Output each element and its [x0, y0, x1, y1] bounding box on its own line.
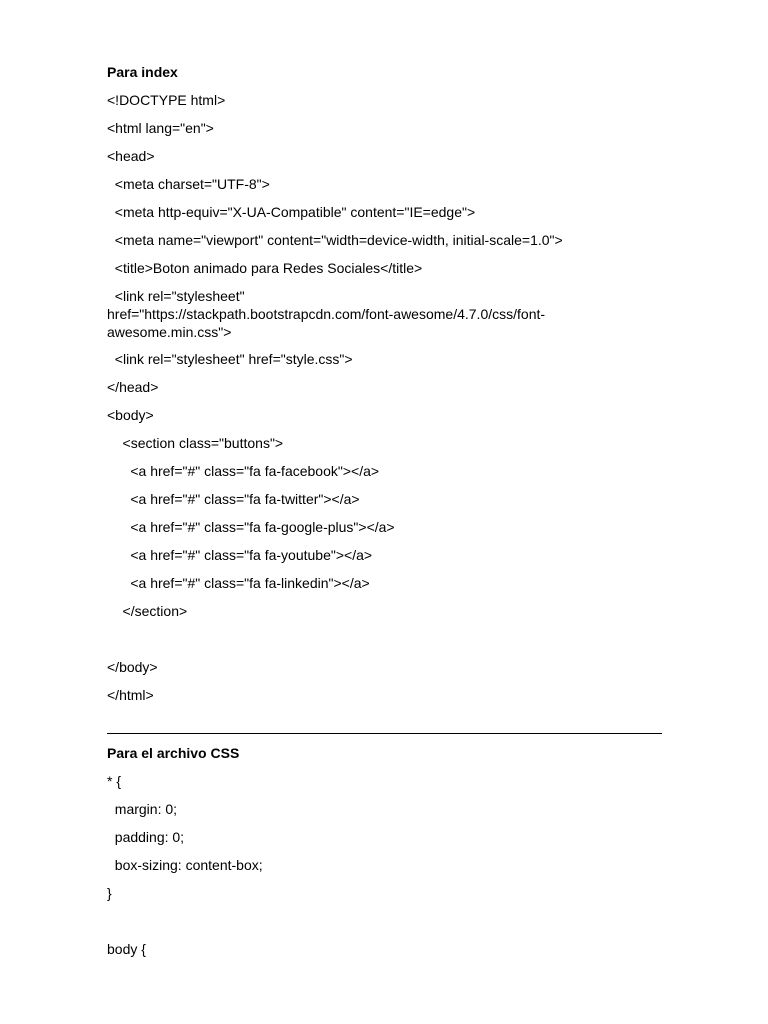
- code-line: <body>: [107, 407, 154, 423]
- code-line: <section class="buttons">: [107, 435, 284, 451]
- code-line: <a href="#" class="fa fa-youtube"></a>: [107, 547, 373, 563]
- index-heading: Para index: [107, 64, 178, 80]
- code-line: body {: [107, 941, 146, 957]
- section-divider: [107, 733, 662, 734]
- code-line: }: [107, 885, 112, 901]
- code-line: <html lang="en">: [107, 120, 214, 136]
- code-line: href="https://stackpath.bootstrapcdn.com/font-awesome/4.7.0/css/font-: [107, 306, 546, 322]
- code-line: <title>Boton animado para Redes Sociales</title>: [107, 260, 423, 276]
- code-line: <head>: [107, 148, 155, 164]
- code-line: * {: [107, 773, 122, 789]
- code-line: </section>: [107, 603, 188, 619]
- code-line: <link rel="stylesheet": [107, 288, 245, 304]
- code-line: padding: 0;: [107, 829, 185, 845]
- code-line: awesome.min.css">: [107, 324, 232, 340]
- code-line: <a href="#" class="fa fa-linkedin"></a>: [107, 575, 370, 591]
- code-line: </body>: [107, 659, 158, 675]
- code-line: <meta http-equiv="X-UA-Compatible" content="IE=edge">: [107, 204, 476, 220]
- code-line: margin: 0;: [107, 801, 178, 817]
- code-line: <link rel="stylesheet" href="style.css">: [107, 351, 353, 367]
- code-line: <a href="#" class="fa fa-twitter"></a>: [107, 491, 360, 507]
- css-heading: Para el archivo CSS: [107, 745, 240, 761]
- code-line: <a href="#" class="fa fa-google-plus"></a>: [107, 519, 395, 535]
- code-line: <meta name="viewport" content="width=device-width, initial-scale=1.0">: [107, 232, 563, 248]
- code-line: </head>: [107, 379, 159, 395]
- code-line: </html>: [107, 687, 154, 703]
- code-line: <a href="#" class="fa fa-facebook"></a>: [107, 463, 380, 479]
- code-line: <!DOCTYPE html>: [107, 92, 226, 108]
- code-line: box-sizing: content-box;: [107, 857, 263, 873]
- code-line: <meta charset="UTF-8">: [107, 176, 270, 192]
